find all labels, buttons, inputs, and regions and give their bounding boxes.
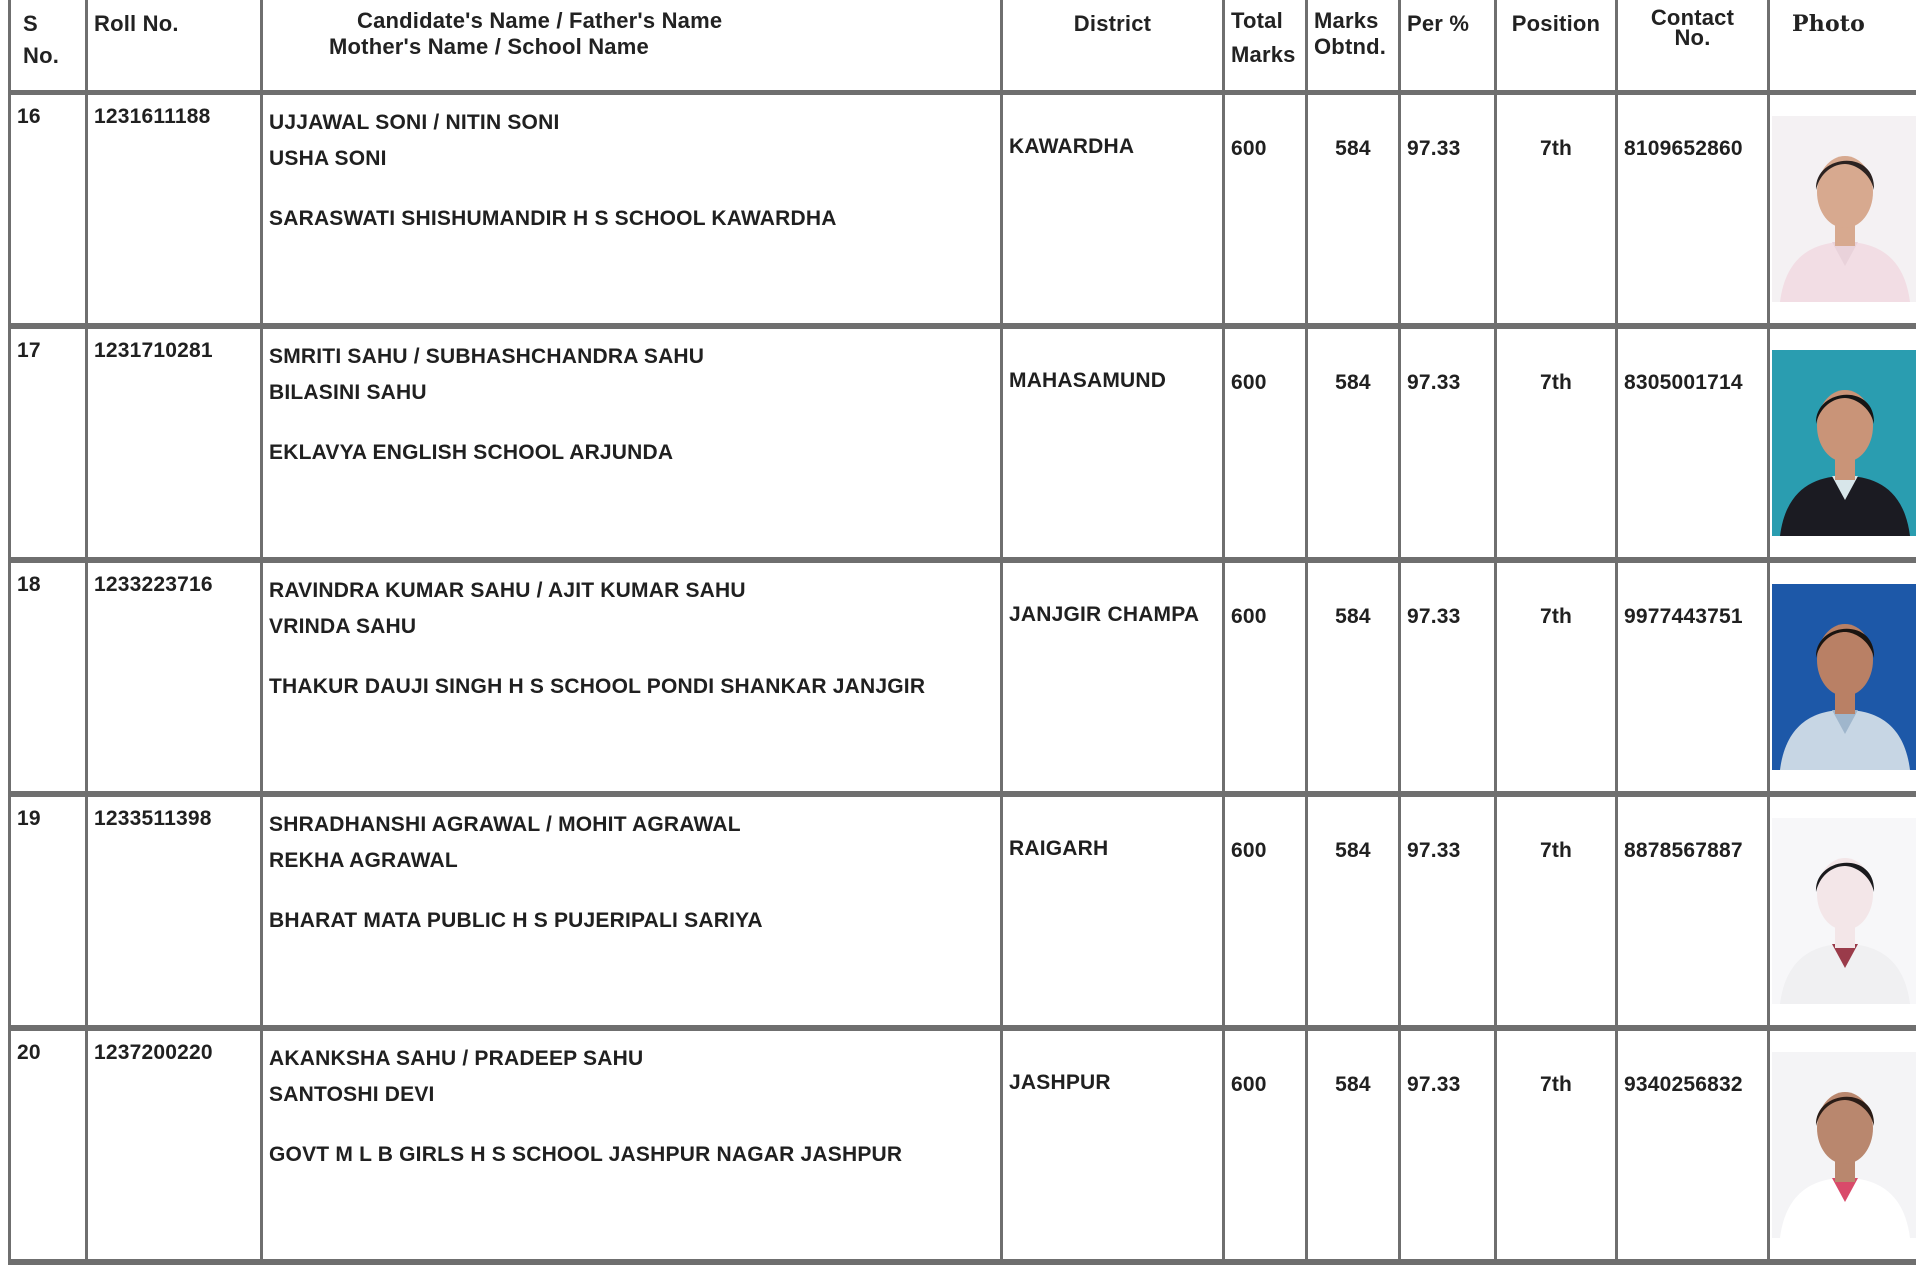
header-names-line2: Mother's Name / School Name	[269, 34, 994, 60]
header-total-line2: Marks	[1231, 42, 1299, 68]
cell-position	[1496, 93, 1617, 327]
position-value: 7th	[1540, 839, 1572, 862]
position-value: 7th	[1540, 137, 1572, 160]
cell-sno	[10, 794, 87, 1028]
total-marks-value: 600	[1231, 137, 1267, 160]
contact-no-value: 8305001714	[1624, 371, 1743, 394]
contact-no-value: 8878567887	[1624, 839, 1743, 862]
cell-percentage	[1400, 93, 1496, 327]
cell-marks-obtained	[1307, 326, 1400, 560]
school-name: SARASWATI SHISHUMANDIR H S SCHOOL KAWARDHA	[269, 201, 994, 237]
cell-total-marks	[1224, 93, 1307, 327]
mother-name: SANTOSHI DEVI	[269, 1077, 994, 1113]
table-row	[10, 1028, 1916, 1262]
cell-district	[1002, 326, 1224, 560]
cell-marks-obtained	[1307, 794, 1400, 1028]
contact-no-value: 8109652860	[1624, 137, 1743, 160]
total-marks-value: 600	[1231, 605, 1267, 628]
header-position: Position	[1496, 0, 1617, 93]
percentage-value: 97.33	[1407, 839, 1461, 862]
sno-value: 18	[17, 573, 41, 596]
marks-obtained-value: 584	[1335, 839, 1371, 862]
school-name: BHARAT MATA PUBLIC H S PUJERIPALI SARIYA	[269, 903, 994, 939]
cell-names	[262, 794, 1002, 1028]
student-photo	[1772, 584, 1916, 770]
cell-percentage	[1400, 1028, 1496, 1262]
cell-roll-no	[87, 560, 262, 794]
percentage-value: 97.33	[1407, 1073, 1461, 1096]
position-value: 7th	[1540, 605, 1572, 628]
cell-position	[1496, 326, 1617, 560]
cell-marks-obtained	[1307, 560, 1400, 794]
candidate-father-name: SMRITI SAHU / SUBHASHCHANDRA SAHU	[269, 339, 994, 375]
district-value: JANJGIR CHAMPA	[1009, 603, 1199, 626]
candidate-father-name: AKANKSHA SAHU / PRADEEP SAHU	[269, 1041, 994, 1077]
mother-name: REKHA AGRAWAL	[269, 843, 994, 879]
sno-value: 20	[17, 1041, 41, 1064]
roll-no-value: 1237200220	[94, 1041, 213, 1064]
cell-names	[262, 560, 1002, 794]
cell-contact-no	[1617, 326, 1769, 560]
marks-obtained-value: 584	[1335, 605, 1371, 628]
header-total-marks	[1224, 0, 1307, 93]
roll-no-value: 1231710281	[94, 339, 213, 362]
sno-value: 19	[17, 807, 41, 830]
merit-list-sheet	[8, 0, 1916, 1080]
cell-photo	[1769, 326, 1916, 560]
cell-marks-obtained	[1307, 93, 1400, 327]
cell-contact-no	[1617, 560, 1769, 794]
student-photo	[1772, 818, 1916, 1004]
header-roll-no: Roll No.	[87, 0, 262, 93]
cell-contact-no	[1617, 1028, 1769, 1262]
cell-district	[1002, 560, 1224, 794]
total-marks-value: 600	[1231, 371, 1267, 394]
student-photo	[1772, 350, 1916, 536]
roll-no-value: 1233223716	[94, 573, 213, 596]
table-row	[10, 794, 1916, 1028]
percentage-value: 97.33	[1407, 605, 1461, 628]
cell-names	[262, 1028, 1002, 1262]
cell-sno	[10, 1028, 87, 1262]
table-row	[10, 93, 1916, 327]
candidate-father-name: SHRADHANSHI AGRAWAL / MOHIT AGRAWAL	[269, 807, 994, 843]
school-name: THAKUR DAUJI SINGH H S SCHOOL PONDI SHANKAR JANJGIR	[269, 669, 994, 705]
cell-marks-obtained	[1307, 1028, 1400, 1262]
school-name: GOVT M L B GIRLS H S SCHOOL JASHPUR NAGAR JASHPUR	[269, 1137, 994, 1173]
contact-no-value: 9340256832	[1624, 1073, 1743, 1096]
cell-position	[1496, 794, 1617, 1028]
sno-value: 16	[17, 105, 41, 128]
header-marks-line1: Marks	[1314, 8, 1392, 34]
header-percentage: Per %	[1400, 0, 1496, 93]
roll-no-value: 1233511398	[94, 807, 212, 830]
header-contact-line1: Contact	[1624, 8, 1761, 28]
position-value: 7th	[1540, 1073, 1572, 1096]
cell-position	[1496, 1028, 1617, 1262]
merit-rows	[10, 93, 1916, 1263]
merit-list-table	[8, 0, 1916, 1265]
marks-obtained-value: 584	[1335, 137, 1371, 160]
district-value: RAIGARH	[1009, 837, 1108, 860]
cell-district	[1002, 1028, 1224, 1262]
cell-percentage	[1400, 560, 1496, 794]
cell-photo	[1769, 560, 1916, 794]
cell-total-marks	[1224, 794, 1307, 1028]
cell-position	[1496, 560, 1617, 794]
cell-photo	[1769, 1028, 1916, 1262]
cell-photo	[1769, 794, 1916, 1028]
candidate-father-name: RAVINDRA KUMAR SAHU / AJIT KUMAR SAHU	[269, 573, 994, 609]
header-sno: S No.	[10, 0, 87, 93]
percentage-value: 97.33	[1407, 137, 1461, 160]
header-marks-line2: Obtnd.	[1314, 34, 1392, 60]
student-photo	[1772, 116, 1916, 302]
marks-obtained-value: 584	[1335, 1073, 1371, 1096]
district-value: KAWARDHA	[1009, 135, 1134, 158]
header-district: District	[1002, 0, 1224, 93]
cell-contact-no	[1617, 794, 1769, 1028]
school-name: EKLAVYA ENGLISH SCHOOL ARJUNDA	[269, 435, 994, 471]
cell-total-marks	[1224, 560, 1307, 794]
header-contact-no	[1617, 0, 1769, 93]
cell-roll-no	[87, 326, 262, 560]
header-contact-line2: No.	[1624, 28, 1761, 48]
cell-district	[1002, 93, 1224, 327]
cell-contact-no	[1617, 93, 1769, 327]
cell-names	[262, 326, 1002, 560]
header-photo: Photo	[1769, 0, 1916, 93]
district-value: JASHPUR	[1009, 1071, 1111, 1094]
header-row	[10, 0, 1916, 93]
candidate-father-name: UJJAWAL SONI / NITIN SONI	[269, 105, 994, 141]
total-marks-value: 600	[1231, 1073, 1267, 1096]
header-total-line1: Total	[1231, 8, 1299, 34]
cell-roll-no	[87, 1028, 262, 1262]
percentage-value: 97.33	[1407, 371, 1461, 394]
cell-total-marks	[1224, 326, 1307, 560]
roll-no-value: 1231611188	[94, 105, 210, 128]
district-value: MAHASAMUND	[1009, 369, 1166, 392]
sno-value: 17	[17, 339, 41, 362]
header-marks-obtained	[1307, 0, 1400, 93]
cell-sno	[10, 560, 87, 794]
contact-no-value: 9977443751	[1624, 605, 1743, 628]
cell-percentage	[1400, 326, 1496, 560]
mother-name: BILASINI SAHU	[269, 375, 994, 411]
cell-sno	[10, 93, 87, 327]
cell-sno	[10, 326, 87, 560]
cell-photo	[1769, 93, 1916, 327]
header-candidate-names	[262, 0, 1002, 93]
cell-district	[1002, 794, 1224, 1028]
table-row	[10, 326, 1916, 560]
header-names-line1: Candidate's Name / Father's Name	[269, 8, 994, 34]
total-marks-value: 600	[1231, 839, 1267, 862]
cell-names	[262, 93, 1002, 327]
cell-roll-no	[87, 93, 262, 327]
table-row	[10, 560, 1916, 794]
position-value: 7th	[1540, 371, 1572, 394]
cell-roll-no	[87, 794, 262, 1028]
cell-total-marks	[1224, 1028, 1307, 1262]
mother-name: USHA SONI	[269, 141, 994, 177]
marks-obtained-value: 584	[1335, 371, 1371, 394]
cell-percentage	[1400, 794, 1496, 1028]
mother-name: VRINDA SAHU	[269, 609, 994, 645]
